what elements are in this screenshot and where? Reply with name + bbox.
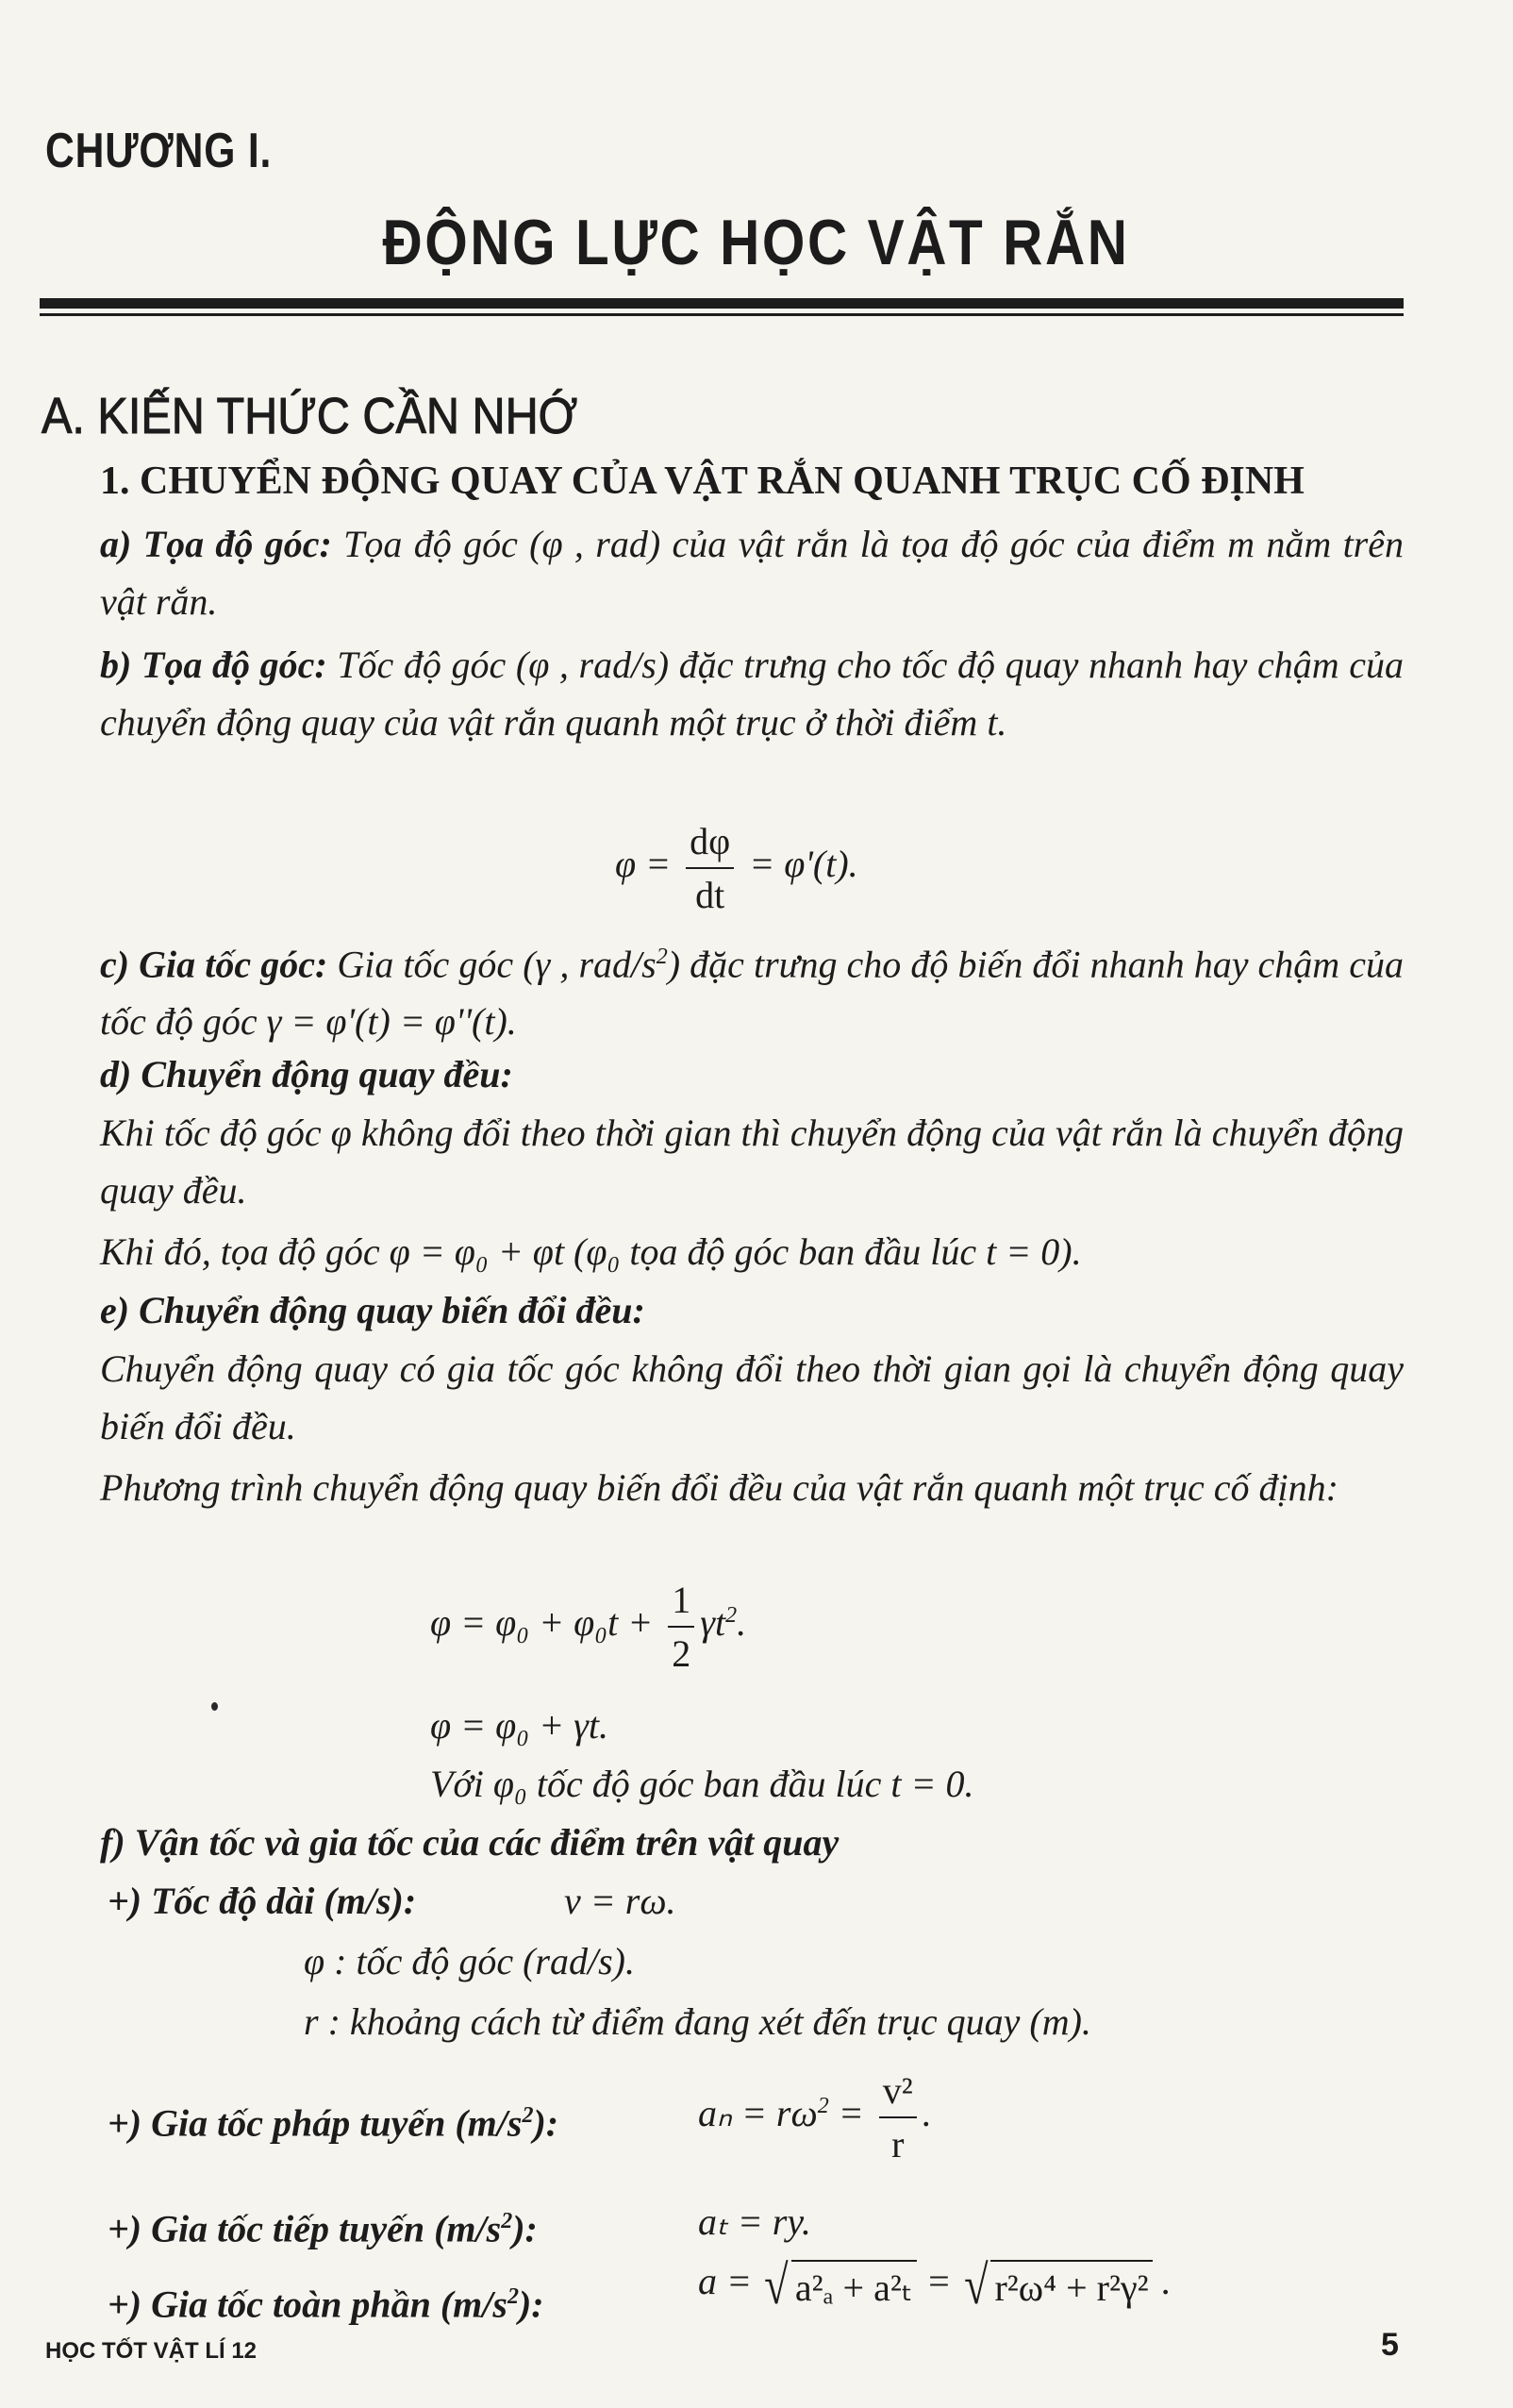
paragraph-b xyxy=(100,636,1404,751)
total-accel-label-end: ): xyxy=(518,2283,544,2326)
paragraph-e-text2: Phương trình chuyển động quay biến đổi đều của vật rắn quanh một trục cố định: xyxy=(100,1466,1338,1509)
normal-eq-denominator: r xyxy=(891,2123,905,2166)
print-speck xyxy=(211,1702,218,1711)
paragraph-c-text1: Gia tốc góc (γ , rad/s xyxy=(327,943,657,986)
eq-e1-fraction xyxy=(668,1578,694,1676)
total-accel-label xyxy=(108,2268,544,2333)
chapter-title-text: ĐỘNG LỰC HỌC VẬT RẮN xyxy=(382,207,1131,278)
normal-accel-equation xyxy=(698,2068,932,2166)
subsection-heading: 1. CHUYỂN ĐỘNG QUAY CỦA VẬT RẮN QUANH TRỤC CỐ ĐỊNH xyxy=(100,460,1305,503)
section-heading-text: A. KIẾN THỨC CẦN NHỚ xyxy=(42,388,578,444)
normal-accel-label-text: +) Gia tốc pháp tuyến (m/s xyxy=(108,2101,523,2145)
normal-accel-label-sup: 2 xyxy=(522,2103,534,2128)
eq-b-denominator: dt xyxy=(695,874,725,916)
speed-equation: v = rω. xyxy=(564,1880,676,1922)
total-eq-mid: = xyxy=(925,2260,952,2302)
total-eq-root2-body: r²ω⁴ + r²γ² xyxy=(990,2260,1152,2311)
footer-book-title: HỌC TỐT VẬT LÍ 12 xyxy=(45,2338,258,2364)
paragraph-e-heading: e) Chuyển động quay biến đổi đều: xyxy=(100,1289,645,1331)
paragraph-a xyxy=(100,515,1404,630)
total-eq-root2 xyxy=(961,2253,1153,2316)
tangent-accel-equation: aₜ = ry. xyxy=(698,2200,811,2243)
paragraph-a-heading: a) Tọa độ góc: xyxy=(100,523,332,565)
normal-eq-lhs: aₙ = rω xyxy=(698,2092,818,2135)
eq-e1-rhs: γt xyxy=(700,1601,726,1645)
paragraph-b-heading: b) Tọa độ góc: xyxy=(100,644,327,686)
eq-e1-denominator: 2 xyxy=(672,1632,691,1675)
tangent-accel-label-end: ): xyxy=(512,2207,538,2250)
section-heading xyxy=(42,387,638,445)
equation-uniform-acceleration xyxy=(430,1578,746,1676)
paragraph-e-text1: Chuyển động quay có gia tốc góc không đổi theo thời gian gọi là chuyển động quay biến đổi đều. xyxy=(100,1347,1404,1447)
chapter-label: CHƯƠNG I. xyxy=(45,124,273,178)
paragraph-c-sup: 2 xyxy=(656,945,668,969)
footer-page-number: 5 xyxy=(1381,2327,1399,2363)
eq-e1-lhs: φ = φ₀ + φ₀t + xyxy=(430,1601,654,1645)
eq-b-numerator: dφ xyxy=(690,820,731,862)
normal-eq-numerator: v² xyxy=(882,2069,913,2112)
title-rule-thin xyxy=(40,313,1404,316)
equation-e2: φ = φ₀ + γt. xyxy=(430,1704,609,1747)
normal-eq-mid: = xyxy=(828,2092,864,2135)
normal-accel-label xyxy=(108,2087,558,2151)
tangent-accel-label-sup: 2 xyxy=(501,2209,513,2233)
tangent-accel-label xyxy=(108,2193,538,2257)
title-rule-thick xyxy=(40,298,1404,309)
tangent-accel-label-text: +) Gia tốc tiếp tuyến (m/s xyxy=(108,2207,502,2250)
normal-eq-end: . xyxy=(922,2092,932,2135)
total-accel-label-sup: 2 xyxy=(507,2284,519,2309)
equation-angular-velocity xyxy=(615,819,858,917)
paragraph-e-note: Với φ₀ tốc độ góc ban đầu lúc t = 0. xyxy=(430,1763,974,1805)
speed-label: +) Tốc độ dài (m/s): xyxy=(108,1880,417,1922)
paragraph-d-text1: Khi tốc độ góc φ không đổi theo thời gian thì chuyển động của vật rắn là chuyển động quay đều. xyxy=(100,1112,1404,1212)
radical-sign: √ xyxy=(963,2253,989,2316)
eq-e1-end: . xyxy=(737,1601,747,1645)
speed-note-omega: φ : tốc độ góc (rad/s). xyxy=(304,1940,635,1982)
eq-e1-sup: 2 xyxy=(725,1602,738,1628)
normal-accel-label-end: ): xyxy=(533,2101,559,2145)
paragraph-d-heading: d) Chuyển động quay đều: xyxy=(100,1053,513,1095)
eq-b-lhs: φ = xyxy=(615,843,672,886)
normal-eq-fraction xyxy=(879,2068,917,2166)
eq-e1-numerator: 1 xyxy=(672,1579,691,1621)
chapter-title xyxy=(0,206,1513,279)
speed-note-r: r : khoảng cách từ điểm đang xét đến trục quay (m). xyxy=(304,2000,1091,2043)
paragraph-c-text2: ) đặc trưng cho độ biến đổi nhanh hay chậm của tốc độ góc γ = φ'(t) = φ''(t). xyxy=(100,943,1405,1044)
paragraph-d-text2: Khi đó, tọa độ góc φ = φ₀ + φt (φ₀ tọa độ góc ban đầu lúc t = 0). xyxy=(100,1230,1082,1273)
paragraph-c xyxy=(100,928,1404,1050)
total-eq-root1-body: a²ₐ + a²ₜ xyxy=(791,2260,917,2311)
paragraph-c-heading: c) Gia tốc góc: xyxy=(100,943,328,986)
paragraph-b-text: Tốc độ góc (φ , rad/s) đặc trưng cho tốc độ quay nhanh hay chậm của chuyển động quay của vật rắn quanh một trục ở thời điểm t. xyxy=(100,644,1405,744)
total-eq-root1 xyxy=(761,2253,917,2316)
total-eq-end: . xyxy=(1161,2260,1172,2302)
total-accel-label-text: +) Gia tốc toàn phần (m/s xyxy=(108,2283,507,2326)
paragraph-f-heading: f) Vận tốc và gia tốc của các điểm trên vật quay xyxy=(100,1821,840,1864)
total-eq-lhs: a = xyxy=(698,2260,752,2302)
total-accel-equation xyxy=(698,2253,1172,2316)
paragraph-a-text: Tọa độ góc (φ , rad) của vật rắn là tọa độ góc của điểm m nằm trên vật rắn. xyxy=(100,523,1405,623)
eq-b-rhs: = φ'(t). xyxy=(749,843,858,886)
normal-eq-sup: 2 xyxy=(817,2093,829,2118)
eq-b-fraction xyxy=(686,819,734,917)
radical-sign: √ xyxy=(764,2253,789,2316)
